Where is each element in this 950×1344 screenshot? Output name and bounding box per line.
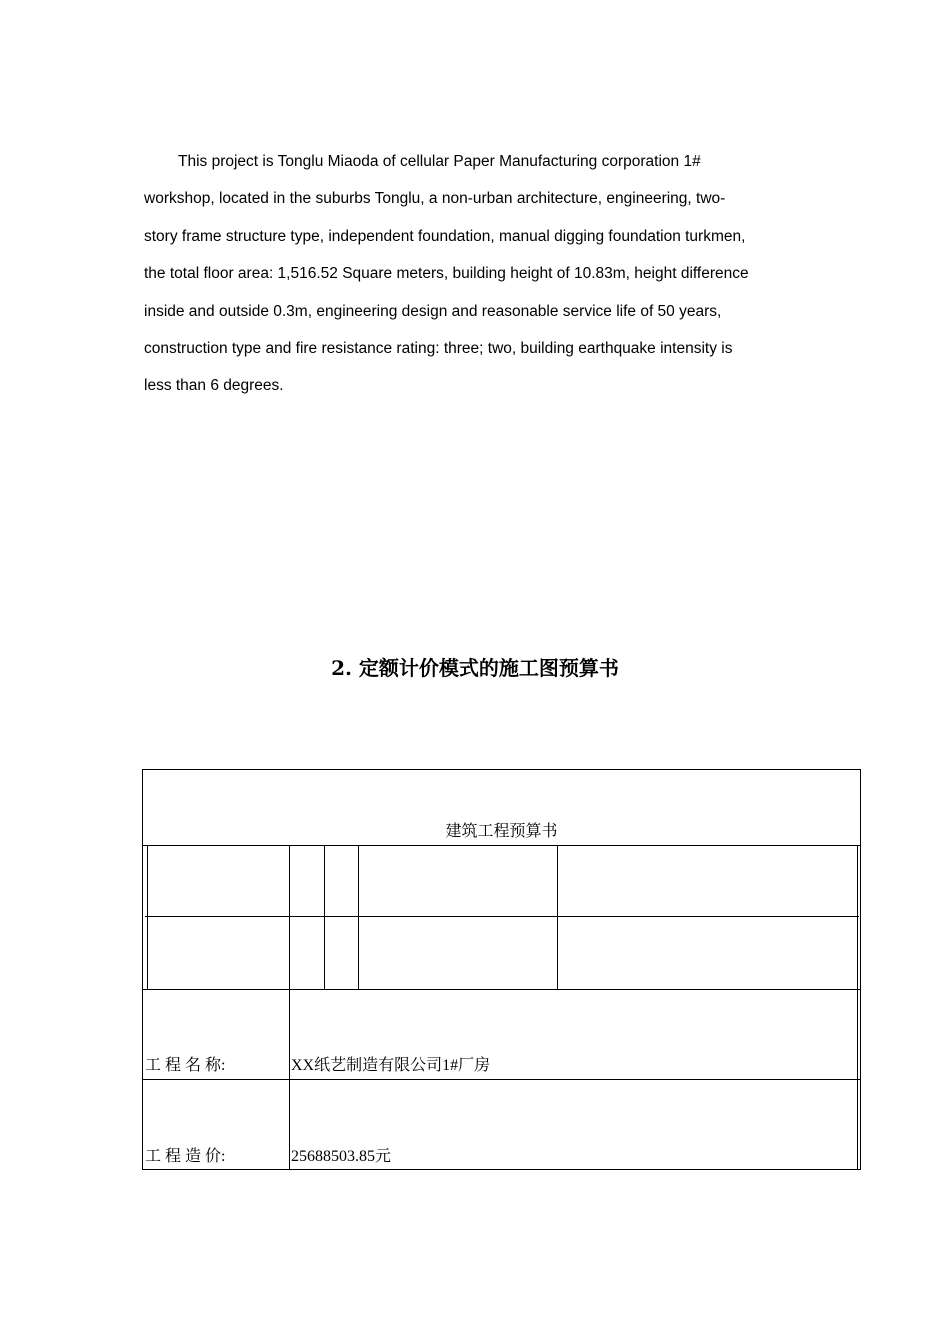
table-rule	[857, 845, 858, 989]
table-rule	[143, 989, 860, 990]
table-rule	[147, 845, 148, 989]
table-rule	[143, 845, 860, 846]
table-rule	[557, 845, 558, 989]
table-rule	[143, 1079, 860, 1080]
section-heading: 2. 定额计价模式的施工图预算书	[331, 656, 619, 680]
project-name-label: 工 程 名 称:	[145, 1057, 226, 1074]
intro-line: story frame structure type, independent foundation, manual digging foundation turkmen,	[144, 227, 746, 245]
intro-line: the total floor area: 1,516.52 Square meters, building height of 10.83m, height difference	[144, 265, 749, 283]
table-rule	[358, 845, 359, 989]
intro-paragraph	[144, 143, 824, 405]
intro-line: inside and outside 0.3m, engineering design and reasonable service life of 50 years,	[144, 302, 722, 320]
table-rule	[289, 989, 290, 1169]
intro-line: workshop, located in the suburbs Tonglu, a non-urban architecture, engineering, two-	[144, 190, 726, 208]
project-cost-value: 25688503.85元	[291, 1148, 392, 1165]
project-cost-label: 工 程 造 价:	[145, 1148, 226, 1165]
table-rule	[145, 916, 859, 917]
table-rule	[324, 845, 325, 989]
table-title: 建筑工程预算书	[445, 823, 558, 840]
budget-cover-table	[142, 769, 861, 1170]
project-name-value: XX纸艺制造有限公司1#厂房	[291, 1057, 491, 1074]
intro-line: less than 6 degrees.	[144, 377, 284, 395]
intro-line: construction type and fire resistance rating: three; two, building earthquake intensity is	[144, 340, 733, 358]
table-rule	[857, 989, 858, 1169]
table-rule	[289, 845, 290, 989]
intro-line: This project is Tonglu Miaoda of cellular Paper Manufacturing corporation 1#	[178, 153, 701, 170]
